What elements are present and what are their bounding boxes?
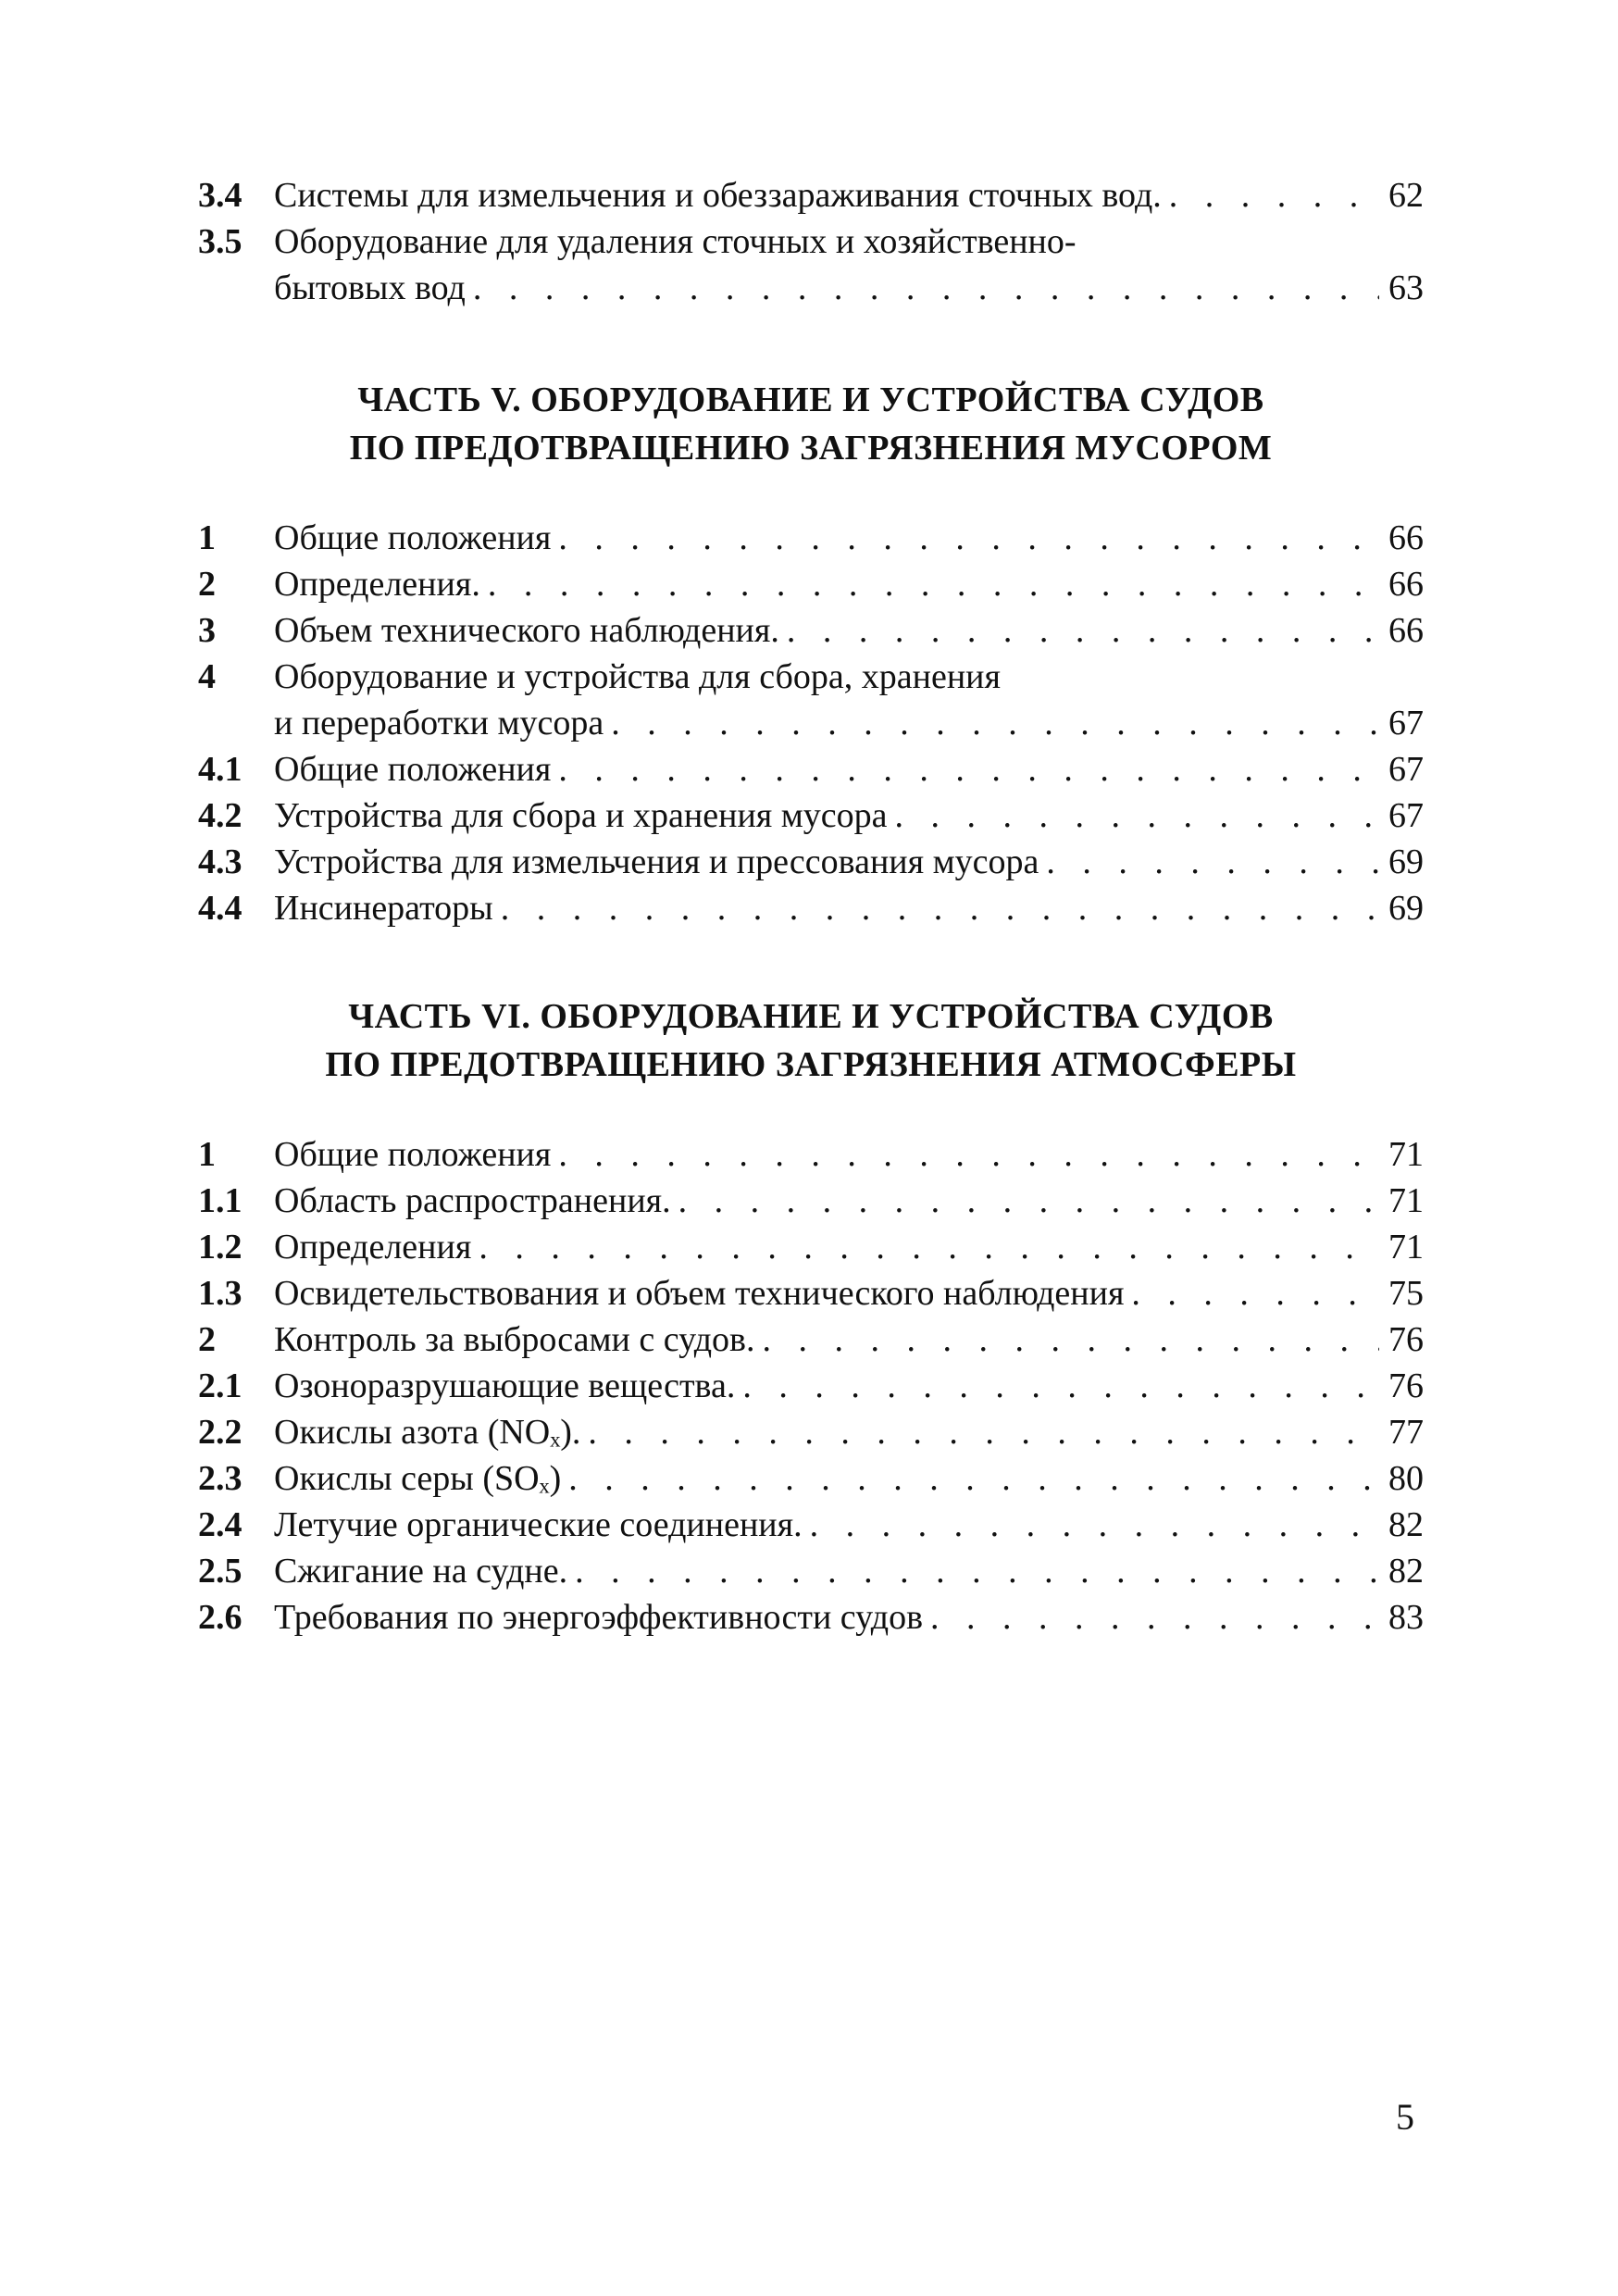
dot-leader [493, 885, 1379, 931]
entry-page: 71 [1388, 1181, 1424, 1220]
entry-title: Озоноразрушающие вещества. [274, 1366, 736, 1405]
entry-page: 69 [1388, 842, 1424, 881]
dot-leader [567, 1548, 1379, 1594]
dot-leader [735, 1363, 1379, 1409]
entry-title: Летучие органические соединения. [274, 1505, 803, 1544]
toc-entry[interactable] [198, 1409, 1424, 1455]
dot-leader [779, 607, 1379, 654]
entry-page: 82 [1388, 1552, 1424, 1591]
entry-page: 76 [1388, 1320, 1424, 1359]
entry-page: 83 [1388, 1598, 1424, 1637]
part6-heading-line1: ЧАСТЬ VI. ОБОРУДОВАНИЕ И УСТРОЙСТВА СУДОВ [348, 997, 1274, 1036]
dot-leader [551, 515, 1379, 561]
entry-title: Окислы серы (SOₓ) [274, 1459, 562, 1498]
entry-title: Общие положения [274, 1135, 552, 1174]
toc-entry-continuation[interactable] [198, 265, 1424, 311]
entry-page: 62 [1388, 176, 1424, 215]
entry-number: 4.3 [198, 842, 243, 881]
dot-leader [803, 1502, 1379, 1548]
dot-leader [1124, 1270, 1379, 1316]
dot-leader [604, 700, 1379, 746]
dot-leader [754, 1316, 1379, 1363]
entry-title: Сжигание на судне. [274, 1552, 568, 1591]
entry-title: Системы для измельчения и обеззараживания сточных вод. [274, 176, 1162, 215]
toc-entry[interactable] [198, 1548, 1424, 1594]
entry-number: 3 [198, 611, 216, 650]
dot-leader [580, 1409, 1379, 1455]
toc-block-part6 [198, 1131, 1424, 1641]
entry-number: 2 [198, 565, 216, 604]
toc-entry[interactable] [198, 607, 1424, 654]
entry-title: Общие положения [274, 518, 552, 557]
entry-number: 1 [198, 1135, 216, 1174]
entry-title: бытовых вод [274, 268, 466, 307]
entry-number: 1.1 [198, 1181, 243, 1220]
part6-heading-line2: ПО ПРЕДОТВРАЩЕНИЮ ЗАГРЯЗНЕНИЯ АТМОСФЕРЫ [325, 1045, 1297, 1084]
entry-title: Устройства для измельчения и прессования мусора [274, 842, 1039, 881]
entry-title: Устройства для сбора и хранения мусора [274, 796, 888, 835]
entry-page: 67 [1388, 704, 1424, 742]
entry-number: 2.2 [198, 1413, 243, 1452]
dot-leader [671, 1178, 1379, 1224]
toc-entry[interactable] [198, 1594, 1424, 1641]
entry-title: Объем технического наблюдения. [274, 611, 779, 650]
entry-number: 4 [198, 657, 216, 696]
toc-entry[interactable] [198, 746, 1424, 792]
entry-number: 3.5 [198, 222, 243, 261]
toc-entry[interactable] [198, 1455, 1424, 1502]
entry-page: 66 [1388, 611, 1424, 650]
toc-entry[interactable] [198, 1131, 1424, 1178]
entry-page: 77 [1388, 1413, 1424, 1452]
entry-page: 66 [1388, 565, 1424, 604]
entry-title: Контроль за выбросами с судов. [274, 1320, 755, 1359]
entry-page: 75 [1388, 1274, 1424, 1313]
entry-title: и переработки мусора [274, 704, 604, 742]
dot-leader [888, 792, 1379, 839]
entry-page: 67 [1388, 796, 1424, 835]
entry-title: Инсинераторы [274, 889, 493, 928]
toc-entry-continuation[interactable] [198, 700, 1424, 746]
toc-entry[interactable] [198, 792, 1424, 839]
entry-title: Требования по энергоэффективности судов [274, 1598, 924, 1637]
dot-leader [466, 265, 1379, 311]
toc-entry[interactable] [198, 1178, 1424, 1224]
entry-number: 4.1 [198, 750, 243, 789]
entry-title: Определения. [274, 565, 480, 604]
toc-entry[interactable] [198, 885, 1424, 931]
entry-title: Область распространения. [274, 1181, 671, 1220]
entry-number: 2 [198, 1320, 216, 1359]
entry-page: 82 [1388, 1505, 1424, 1544]
entry-page: 71 [1388, 1135, 1424, 1174]
part5-heading-line2: ПО ПРЕДОТВРАЩЕНИЮ ЗАГРЯЗНЕНИЯ МУСОРОМ [349, 429, 1273, 468]
toc-entry[interactable] [198, 515, 1424, 561]
entry-page: 63 [1388, 268, 1424, 307]
entry-number: 2.1 [198, 1366, 243, 1405]
toc-entry[interactable] [198, 1363, 1424, 1409]
entry-number: 2.5 [198, 1552, 243, 1591]
page-number: 5 [1396, 2096, 1414, 2138]
toc-entry[interactable] [198, 1224, 1424, 1270]
dot-leader [551, 1131, 1379, 1178]
toc-entry[interactable] [198, 172, 1424, 218]
entry-title: Определения [274, 1228, 472, 1267]
part5-heading-line1: ЧАСТЬ V. ОБОРУДОВАНИЕ И УСТРОЙСТВА СУДОВ [357, 381, 1264, 419]
entry-page: 76 [1388, 1366, 1424, 1405]
dot-leader [561, 1455, 1379, 1502]
dot-leader [480, 561, 1379, 607]
entry-number: 1.3 [198, 1274, 243, 1313]
part6-heading [198, 992, 1424, 1089]
toc-entry[interactable] [198, 1316, 1424, 1363]
entry-number: 1 [198, 518, 216, 557]
toc-block-part5 [198, 515, 1424, 931]
toc-entry[interactable] [198, 218, 1424, 265]
part5-heading [198, 376, 1424, 472]
dot-leader [1039, 839, 1379, 885]
dot-leader [1162, 172, 1379, 218]
entry-number: 2.3 [198, 1459, 243, 1498]
toc-entry[interactable] [198, 1270, 1424, 1316]
entry-page: 67 [1388, 750, 1424, 789]
entry-title: Общие положения [274, 750, 552, 789]
toc-block-continued [198, 172, 1424, 311]
entry-number: 1.2 [198, 1228, 243, 1267]
dot-leader [471, 1224, 1379, 1270]
entry-title: Оборудование и устройства для сбора, хранения [274, 657, 1001, 696]
dot-leader [923, 1594, 1379, 1641]
entry-number: 2.6 [198, 1598, 243, 1637]
entry-page: 80 [1388, 1459, 1424, 1498]
entry-number: 4.2 [198, 796, 243, 835]
toc-entry[interactable] [198, 839, 1424, 885]
entry-page: 71 [1388, 1228, 1424, 1267]
toc-entry[interactable] [198, 654, 1424, 700]
entry-number: 2.4 [198, 1505, 243, 1544]
entry-title: Оборудование для удаления сточных и хозяйственно- [274, 222, 1077, 261]
toc-entry[interactable] [198, 1502, 1424, 1548]
entry-title: Окислы азота (NOₓ). [274, 1413, 581, 1452]
entry-number: 4.4 [198, 889, 243, 928]
entry-page: 69 [1388, 889, 1424, 928]
entry-number: 3.4 [198, 176, 243, 215]
dot-leader [551, 746, 1379, 792]
entry-title: Освидетельствования и объем технического наблюдения [274, 1274, 1125, 1313]
entry-page: 66 [1388, 518, 1424, 557]
toc-entry[interactable] [198, 561, 1424, 607]
